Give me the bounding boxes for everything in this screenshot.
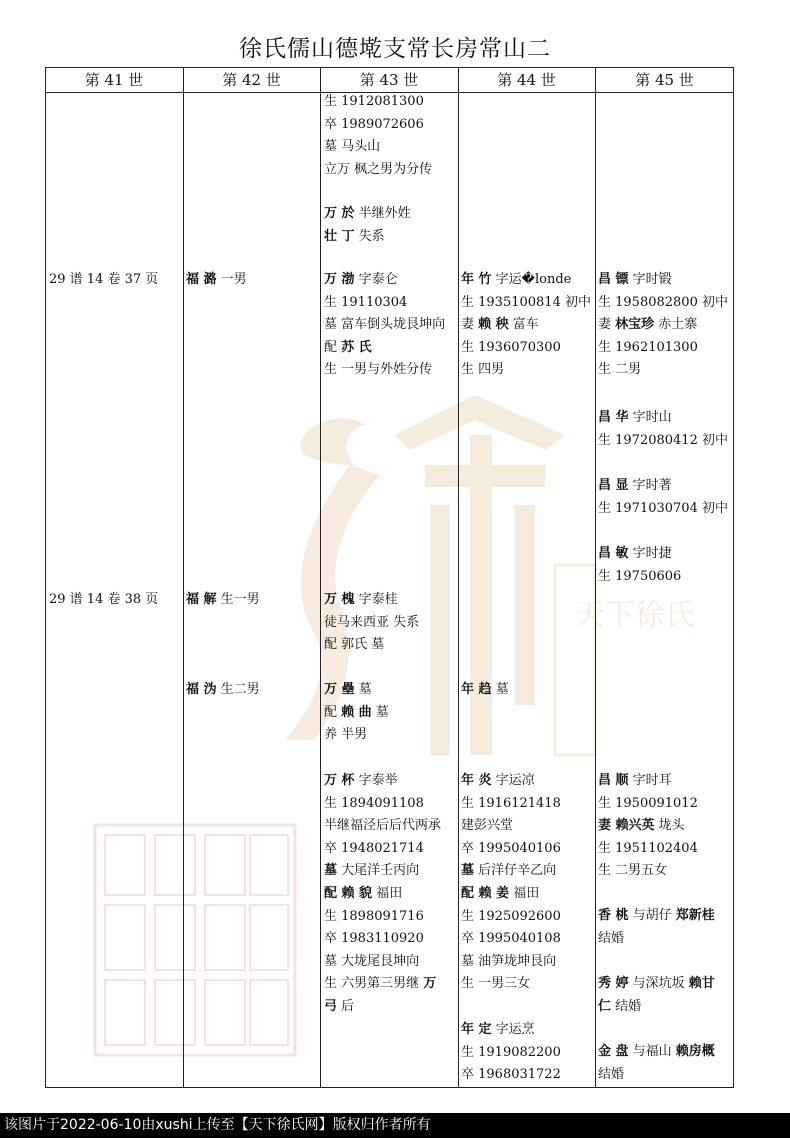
person-name: 万 渤 [324, 272, 355, 287]
gen43-block-wanbei: 万 杯 字泰举 生 1894091108 半继福泾后后代两承 卒 1948021714 墓 大尾洋壬丙向 配 赖 貌 福田 生 1898091716 卒 1983110920 墓 大垅尾艮坤向 生 六男第三男继 万 弓 后 [324, 773, 442, 1014]
person-name: 年 趋 [461, 682, 492, 697]
column-divider [183, 67, 184, 1088]
gen45-block-changmin: 昌 敏 字时捷 生 19750606 [598, 546, 682, 584]
gen43-block-wanbo: 万 渤 字泰仑 生 19110304 墓 富车倒头垅艮坤向 配 苏 氏 生 一男与外姓分传 [324, 272, 446, 378]
genealogy-table [45, 67, 735, 1089]
header-gen-41: 第 41 世 [84, 71, 144, 89]
person-name: 福 沩 [186, 682, 217, 697]
footer-banner: 该图片于2022-06-10由xushi上传至【天下徐氏网】版权归作者所有 [0, 1113, 790, 1138]
header-gen-43: 第 43 世 [359, 71, 419, 89]
gen45-block-changpiao: 昌 镖 字时锻 生 1958082800 初中 妻 林宝珍 赤土寨 生 1962101300 生 二男 [598, 272, 728, 378]
gen43-block-wankui: 万 槐 字泰桂 徒马来西亚 失系 配 郭氏 墓 [324, 592, 420, 653]
gen44-block-nianzhu: 年 竹 字运�londe 生 1935100814 初中 妻 赖 秧 富车 生 1936070300 生 四男 [461, 272, 591, 378]
gen45-block-changhua: 昌 华 字时山 生 1972080412 初中 [598, 410, 728, 448]
gen44-block-nianding: 年 定 字运烹 生 1919082200 卒 1968031722 [461, 1022, 561, 1083]
gen45-block-changshun: 昌 顺 字时耳 生 1950091012 妻 赖兴英 垅头 生 1951102404 生 二男五女 [598, 773, 698, 879]
person-entry: 福 沩 生二男 [186, 682, 260, 697]
person-name: 昌 顺 [598, 773, 629, 788]
person-name: 年 竹 [461, 272, 492, 287]
person-name: 年 炎 [461, 773, 492, 788]
page-ref: 29 谱 14 卷 37 页 [49, 272, 159, 287]
column-divider [458, 67, 459, 1088]
header-gen-45: 第 45 世 [635, 71, 694, 89]
gen44-block-nianqu: 年 趋 墓 [461, 682, 509, 697]
person-name: 福 潞 [186, 272, 217, 287]
person-name: 昌 镖 [598, 272, 629, 287]
person-name: 万 於 [324, 206, 355, 221]
person-name: 福 解 [186, 592, 217, 607]
header-gen-44: 第 44 世 [497, 71, 556, 89]
gen44-block-nianyan: 年 炎 字运凉 生 1916121418 建彭兴堂 卒 1995040106 墓 后洋仔辛乙向 配 赖 姜 福田 生 1925092600 卒 1995040108 墓 油笋垅坤艮向 生 一男三女 [461, 773, 561, 992]
gen45-block-xiangtao: 香 桃 与胡仔 郑新桂 结婚 [598, 908, 715, 946]
person-name: 万 槐 [324, 592, 355, 607]
person-name: 昌 显 [598, 478, 629, 493]
person-name: 万 壘 [324, 682, 355, 697]
column-divider [595, 67, 596, 1088]
gen43-block-wanlei: 万 壘 墓 配 赖 曲 墓 养 半男 [324, 682, 389, 743]
gen45-block-changxian: 昌 显 字时著 生 1971030704 初中 [598, 478, 728, 516]
svg-text:天下徐氏: 天下徐氏 [575, 598, 695, 633]
header-gen-42: 第 42 世 [222, 71, 281, 89]
person-name: 昌 华 [598, 410, 629, 425]
gen43-block-1: 生 1912081300 卒 1989072606 墓 马头山 立万 枫之男为分传 [324, 94, 433, 177]
person-entry: 福 解 生一男 [186, 592, 260, 607]
page-ref: 29 谱 14 卷 38 页 [49, 592, 159, 607]
gen45-block-xiuting: 秀 婷 与深坑坂 赖甘 仁 结婚 [598, 976, 715, 1014]
column-divider [320, 67, 321, 1088]
gen43-block-2: 万 於 半继外姓 壮 丁 失系 [324, 206, 411, 244]
person-name: 昌 敏 [598, 546, 629, 561]
person-name: 壮 丁 [324, 228, 355, 244]
gen45-block-jinpan: 金 盘 与福山 赖房概 结婚 [598, 1044, 715, 1082]
person-entry: 福 潞 一男 [186, 272, 247, 287]
person-name: 万 杯 [324, 773, 355, 788]
person-name: 年 定 [461, 1022, 492, 1037]
page-title: 徐氏儒山德墘支常长房常山二 [239, 36, 551, 62]
